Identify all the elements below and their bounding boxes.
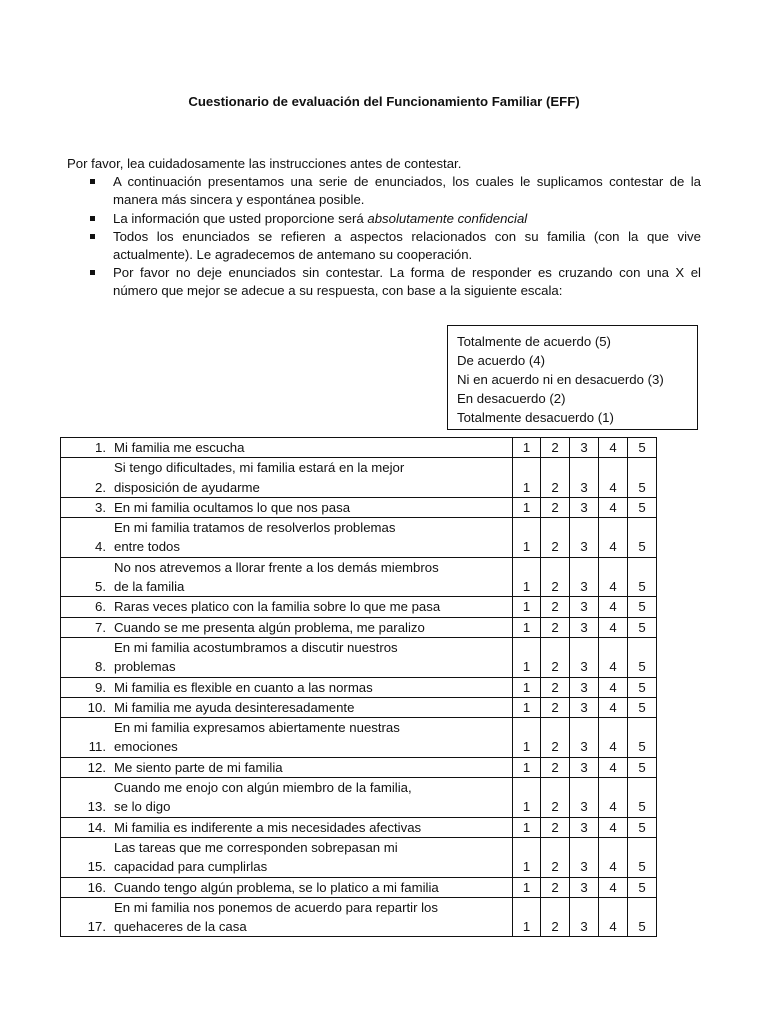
table-row: [61, 637, 657, 677]
item-text-line: Las tareas que me corresponden sobrepasan mi: [114, 839, 398, 855]
item-statement: [61, 837, 513, 877]
answer-option-1[interactable]: 1: [513, 597, 541, 617]
answer-option-5[interactable]: 5: [628, 778, 657, 818]
answer-option-4[interactable]: 4: [599, 677, 628, 697]
table-row: [61, 778, 657, 818]
instruction-emphasis: absolutamente confidencial: [367, 210, 528, 226]
item-statement: [61, 757, 513, 777]
item-text-line: quehaceres de la casa: [114, 919, 247, 935]
item-statement: [61, 497, 513, 517]
item-text-line: Mi familia es indiferente a mis necesidades afectivas: [114, 819, 422, 835]
item-text-line: En mi familia acostumbramos a discutir nuestros: [114, 639, 398, 655]
scale-entry: De acuerdo (4): [457, 353, 545, 368]
answer-option-3[interactable]: 3: [570, 677, 599, 697]
answer-option-3[interactable]: 3: [570, 757, 599, 777]
scale-entry: Totalmente desacuerdo (1): [457, 410, 614, 425]
answer-option-4[interactable]: 4: [599, 817, 628, 837]
item-text-line: Cuando se me presenta algún problema, me paralizo: [114, 619, 425, 635]
questionnaire-table: [60, 437, 657, 937]
scale-entry: En desacuerdo (2): [457, 391, 566, 406]
item-statement: [61, 718, 513, 758]
item-number: 17.: [87, 919, 106, 935]
table-row: [61, 837, 657, 877]
answer-option-5[interactable]: 5: [628, 677, 657, 697]
answer-option-1[interactable]: 1: [513, 837, 541, 877]
answer-option-5[interactable]: 5: [628, 518, 657, 558]
instructions: [67, 155, 701, 301]
item-text-line: Raras veces platico con la familia sobre lo que me pasa: [114, 599, 441, 615]
answer-option-2[interactable]: 2: [541, 677, 570, 697]
answer-option-4[interactable]: 4: [599, 877, 628, 897]
item-text-line: Mi familia es flexible en cuanto a las normas: [114, 679, 373, 695]
item-text-line: Cuando tengo algún problema, se lo platico a mi familia: [114, 879, 439, 895]
answer-option-4[interactable]: 4: [599, 497, 628, 517]
answer-option-3[interactable]: 3: [570, 778, 599, 818]
item-statement: [61, 438, 513, 458]
item-number: 6.: [95, 599, 106, 615]
answer-option-1[interactable]: 1: [513, 497, 541, 517]
table-row: [61, 757, 657, 777]
instruction-item: Por favor no deje enunciados sin contestar. La forma de responder es cruzando con una X el número que mejor se adecue a su respuesta, con base a la siguiente escala:: [67, 264, 701, 300]
answer-option-5[interactable]: 5: [628, 438, 657, 458]
item-statement: [61, 877, 513, 897]
item-statement: [61, 458, 513, 498]
answer-option-1[interactable]: 1: [513, 438, 541, 458]
answer-option-2[interactable]: 2: [541, 637, 570, 677]
answer-option-2[interactable]: 2: [541, 438, 570, 458]
answer-option-3[interactable]: 3: [570, 617, 599, 637]
document-title: Cuestionario de evaluación del Funcionamiento Familiar (EFF): [188, 94, 580, 109]
answer-option-5[interactable]: 5: [628, 458, 657, 498]
instruction-item: [67, 210, 701, 228]
table-row: [61, 497, 657, 517]
item-text-line: disposición de ayudarme: [114, 479, 260, 495]
answer-option-2[interactable]: 2: [541, 778, 570, 818]
answer-option-1[interactable]: 1: [513, 757, 541, 777]
answer-option-3[interactable]: 3: [570, 557, 599, 597]
item-text-line: Mi familia me escucha: [114, 440, 245, 455]
item-number: 1.: [95, 440, 106, 455]
item-text-line: capacidad para cumplirlas: [114, 859, 268, 875]
answer-option-3[interactable]: 3: [570, 897, 599, 937]
item-number: 10.: [87, 699, 106, 715]
answer-option-4[interactable]: 4: [599, 617, 628, 637]
item-number: 16.: [87, 879, 106, 895]
item-number: 4.: [95, 539, 106, 555]
table-row: [61, 718, 657, 758]
item-number: 13.: [87, 799, 106, 815]
answer-option-2[interactable]: 2: [541, 837, 570, 877]
item-number: 9.: [95, 679, 106, 695]
answer-option-5[interactable]: 5: [628, 637, 657, 677]
table-row: [61, 458, 657, 498]
item-text-line: entre todos: [114, 539, 180, 555]
item-text-line: En mi familia ocultamos lo que nos pasa: [114, 499, 351, 515]
item-statement: [61, 817, 513, 837]
scale-entry: Totalmente de acuerdo (5): [457, 334, 611, 349]
item-number: 11.: [88, 739, 106, 755]
answer-option-5[interactable]: 5: [628, 837, 657, 877]
answer-option-5[interactable]: 5: [628, 718, 657, 758]
answer-option-2[interactable]: 2: [541, 557, 570, 597]
answer-option-4[interactable]: 4: [599, 518, 628, 558]
item-statement: [61, 778, 513, 818]
instruction-item: Todos los enunciados se refieren a aspectos relacionados con su familia (con la que vive actualmente). Le agradecemos de antemano su cooperación.: [67, 228, 701, 264]
item-statement: [61, 897, 513, 937]
table-row: [61, 617, 657, 637]
answer-option-2[interactable]: 2: [541, 697, 570, 717]
answer-option-3[interactable]: 3: [570, 518, 599, 558]
instruction-text: La información que usted proporcione será: [113, 210, 368, 226]
answer-option-3[interactable]: 3: [570, 877, 599, 897]
item-text-line: En mi familia expresamos abiertamente nuestras: [114, 720, 400, 736]
answer-option-3[interactable]: 3: [570, 438, 599, 458]
answer-option-2[interactable]: 2: [541, 817, 570, 837]
answer-option-4[interactable]: 4: [599, 557, 628, 597]
item-number: 7.: [95, 619, 106, 635]
table-row: [61, 518, 657, 558]
item-text-line: Si tengo dificultades, mi familia estará en la mejor: [114, 460, 405, 476]
answer-option-5[interactable]: 5: [628, 697, 657, 717]
instruction-item: A continuación presentamos una serie de enunciados, los cuales le suplicamos contestar de la manera más sincera y espontánea posible.: [67, 173, 701, 209]
answer-option-3[interactable]: 3: [570, 817, 599, 837]
answer-option-1[interactable]: 1: [513, 817, 541, 837]
answer-option-1[interactable]: 1: [513, 637, 541, 677]
item-text-line: emociones: [114, 739, 178, 755]
item-statement: [61, 617, 513, 637]
answer-option-4[interactable]: 4: [599, 458, 628, 498]
item-text-line: Me siento parte de mi familia: [114, 759, 283, 775]
answer-option-2[interactable]: 2: [541, 757, 570, 777]
answer-option-5[interactable]: 5: [628, 877, 657, 897]
item-text-line: En mi familia nos ponemos de acuerdo para repartir los: [114, 899, 438, 915]
answer-option-4[interactable]: 4: [599, 597, 628, 617]
table-row: [61, 877, 657, 897]
scale-entry: Ni en acuerdo ni en desacuerdo (3): [457, 372, 664, 387]
answer-option-5[interactable]: 5: [628, 757, 657, 777]
answer-option-1[interactable]: 1: [513, 697, 541, 717]
answer-option-3[interactable]: 3: [570, 837, 599, 877]
answer-option-1[interactable]: 1: [513, 557, 541, 597]
table-row: [61, 438, 657, 458]
answer-option-5[interactable]: 5: [628, 897, 657, 937]
table-row: [61, 557, 657, 597]
answer-option-2[interactable]: 2: [541, 518, 570, 558]
answer-option-4[interactable]: 4: [599, 637, 628, 677]
item-text-line: Cuando me enojo con algún miembro de la familia,: [114, 780, 412, 796]
item-statement: [61, 637, 513, 677]
item-statement: [61, 697, 513, 717]
answer-option-4[interactable]: 4: [599, 697, 628, 717]
table-row: [61, 697, 657, 717]
item-statement: [61, 518, 513, 558]
answer-option-2[interactable]: 2: [541, 617, 570, 637]
table-row: [61, 597, 657, 617]
answer-option-3[interactable]: 3: [570, 718, 599, 758]
answer-option-5[interactable]: 5: [628, 597, 657, 617]
answer-option-1[interactable]: 1: [513, 877, 541, 897]
item-text-line: No nos atrevemos a llorar frente a los demás miembros: [114, 559, 439, 575]
answer-option-1[interactable]: 1: [513, 718, 541, 758]
answer-option-3[interactable]: 3: [570, 497, 599, 517]
item-text-line: Mi familia me ayuda desinteresadamente: [114, 699, 355, 715]
answer-option-3[interactable]: 3: [570, 458, 599, 498]
answer-option-2[interactable]: 2: [541, 897, 570, 937]
answer-option-4[interactable]: 4: [599, 757, 628, 777]
answer-option-5[interactable]: 5: [628, 617, 657, 637]
item-number: 12.: [87, 759, 106, 775]
item-text-line: problemas: [114, 659, 176, 675]
item-statement: [61, 597, 513, 617]
answer-option-2[interactable]: 2: [541, 497, 570, 517]
answer-option-1[interactable]: 1: [513, 677, 541, 697]
item-text-line: se lo digo: [114, 799, 171, 815]
answer-option-1[interactable]: 1: [513, 778, 541, 818]
answer-option-2[interactable]: 2: [541, 458, 570, 498]
item-number: 8.: [95, 659, 106, 675]
item-number: 3.: [95, 499, 106, 515]
answer-option-1[interactable]: 1: [513, 617, 541, 637]
rating-scale-legend: [447, 325, 698, 430]
item-statement: [61, 557, 513, 597]
answer-option-2[interactable]: 2: [541, 597, 570, 617]
item-statement: [61, 677, 513, 697]
answer-option-4[interactable]: 4: [599, 897, 628, 937]
table-row: [61, 897, 657, 937]
answer-option-2[interactable]: 2: [541, 718, 570, 758]
answer-option-1[interactable]: 1: [513, 897, 541, 937]
answer-option-5[interactable]: 5: [628, 557, 657, 597]
instructions-list: [67, 173, 701, 300]
item-number: 2.: [95, 479, 106, 495]
answer-option-5[interactable]: 5: [628, 817, 657, 837]
table-row: [61, 817, 657, 837]
answer-option-4[interactable]: 4: [599, 438, 628, 458]
item-number: 15.: [87, 859, 106, 875]
answer-option-1[interactable]: 1: [513, 458, 541, 498]
item-text-line: de la familia: [114, 579, 185, 595]
answer-option-5[interactable]: 5: [628, 497, 657, 517]
item-number: 5.: [95, 579, 106, 595]
answer-option-3[interactable]: 3: [570, 697, 599, 717]
answer-option-3[interactable]: 3: [570, 637, 599, 677]
answer-option-4[interactable]: 4: [599, 837, 628, 877]
item-text-line: En mi familia tratamos de resolverlos problemas: [114, 520, 396, 536]
answer-option-3[interactable]: 3: [570, 597, 599, 617]
item-number: 14.: [87, 819, 106, 835]
answer-option-4[interactable]: 4: [599, 778, 628, 818]
instructions-intro: Por favor, lea cuidadosamente las instrucciones antes de contestar.: [67, 156, 462, 171]
table-row: [61, 677, 657, 697]
answer-option-1[interactable]: 1: [513, 518, 541, 558]
answer-option-2[interactable]: 2: [541, 877, 570, 897]
answer-option-4[interactable]: 4: [599, 718, 628, 758]
